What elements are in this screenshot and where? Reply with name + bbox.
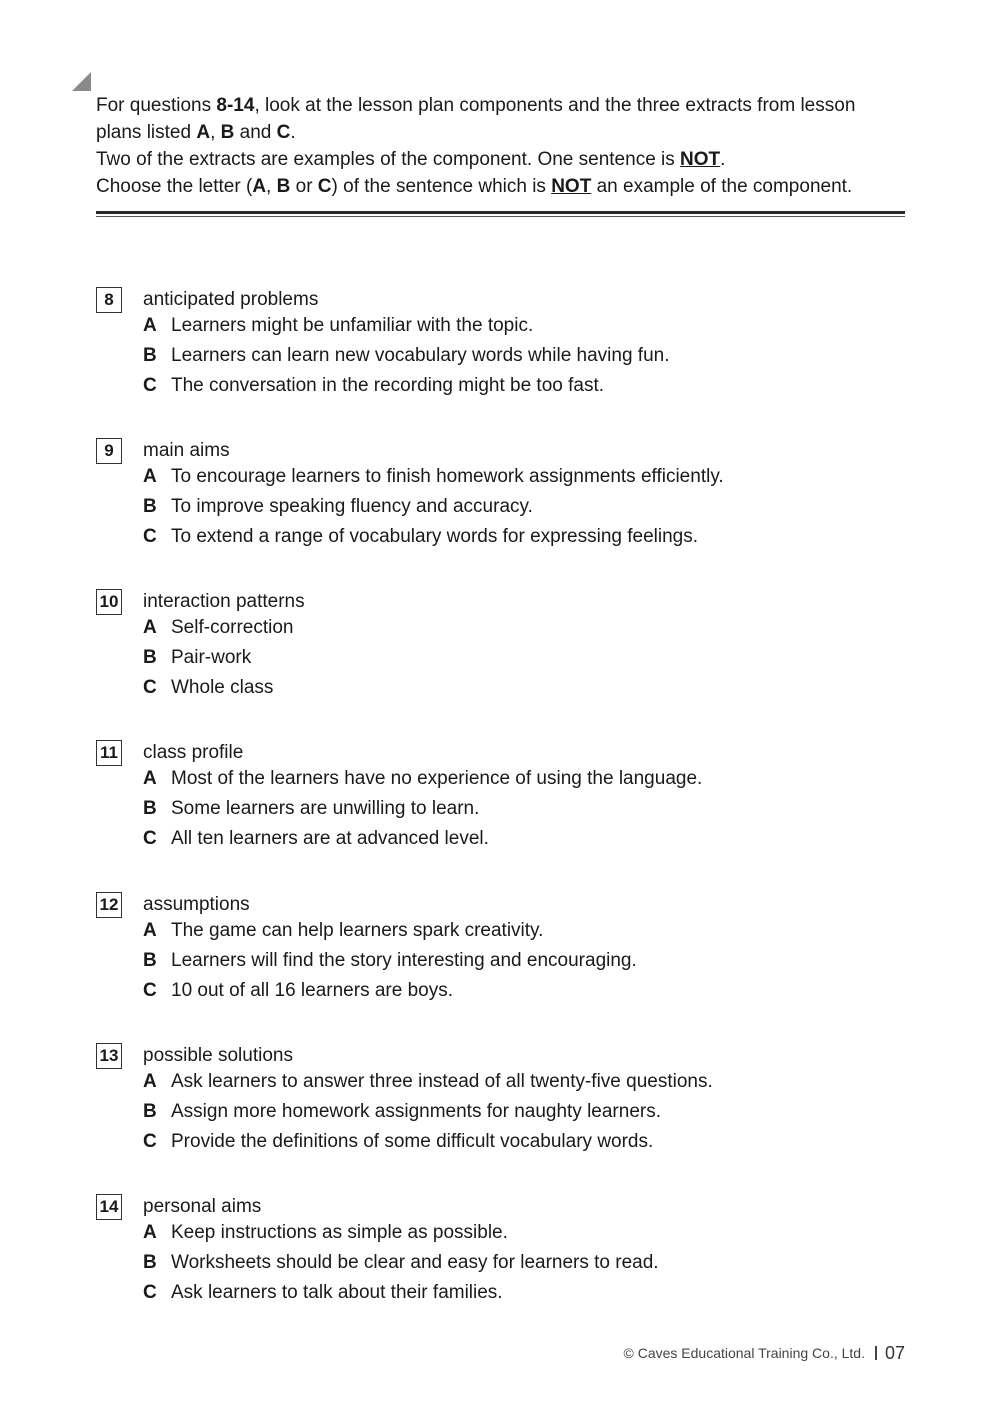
instruction-line-4: Choose the letter (A, B or C) of the sentence which is NOT an example of the component. bbox=[96, 176, 853, 197]
question-number: 12 bbox=[96, 892, 122, 918]
question-topic: main aims bbox=[143, 440, 230, 461]
question-number: 10 bbox=[96, 589, 122, 615]
option-b: B To improve speaking fluency and accuracy. bbox=[143, 496, 533, 517]
question-topic: interaction patterns bbox=[143, 591, 305, 612]
divider-thick bbox=[96, 211, 905, 214]
question-number: 14 bbox=[96, 1194, 122, 1220]
page-footer bbox=[624, 1343, 905, 1363]
option-b: B Learners will find the story interesting and encouraging. bbox=[143, 950, 637, 971]
question-topic: class profile bbox=[143, 742, 244, 763]
option-b: B Some learners are unwilling to learn. bbox=[143, 798, 480, 819]
option-a: A Most of the learners have no experience of using the language. bbox=[143, 768, 703, 789]
option-b: B Pair-work bbox=[143, 647, 252, 668]
option-a: A Self-correction bbox=[143, 617, 294, 638]
question-number: 8 bbox=[96, 287, 122, 313]
option-a: A Learners might be unfamiliar with the topic. bbox=[143, 315, 534, 336]
question-number: 9 bbox=[96, 438, 122, 464]
option-c: C All ten learners are at advanced level. bbox=[143, 828, 489, 849]
option-c: C Provide the definitions of some difficult vocabulary words. bbox=[143, 1131, 654, 1152]
option-b: B Learners can learn new vocabulary words while having fun. bbox=[143, 345, 670, 366]
instructions bbox=[96, 92, 926, 200]
option-c: C Whole class bbox=[143, 677, 274, 698]
question-number: 11 bbox=[96, 740, 122, 766]
page-number: 07 bbox=[884, 1343, 905, 1363]
instruction-line-2: plans listed A, B and C. bbox=[96, 122, 296, 143]
question-topic: assumptions bbox=[143, 894, 250, 915]
option-b: B Worksheets should be clear and easy for learners to read. bbox=[143, 1252, 659, 1273]
option-a: A Keep instructions as simple as possible. bbox=[143, 1222, 508, 1243]
option-c: C Ask learners to talk about their families. bbox=[143, 1282, 503, 1303]
copyright-text: © Caves Educational Training Co., Ltd. bbox=[623, 1345, 865, 1361]
divider-thin bbox=[96, 216, 905, 217]
footer-separator bbox=[875, 1346, 877, 1360]
option-a: A Ask learners to answer three instead of all twenty-five questions. bbox=[143, 1071, 713, 1092]
option-c: C 10 out of all 16 learners are boys. bbox=[143, 980, 454, 1001]
instruction-line-3: Two of the extracts are examples of the component. One sentence is NOT. bbox=[96, 149, 726, 170]
corner-marker bbox=[72, 72, 91, 91]
question-topic: personal aims bbox=[143, 1196, 262, 1217]
question-topic: anticipated problems bbox=[143, 289, 319, 310]
option-a: A To encourage learners to finish homework assignments efficiently. bbox=[143, 466, 724, 487]
option-a: A The game can help learners spark creativity. bbox=[143, 920, 544, 941]
instruction-line-1: For questions 8-14, look at the lesson plan components and the three extracts from lesson bbox=[96, 95, 856, 116]
option-c: C The conversation in the recording might be too fast. bbox=[143, 375, 605, 396]
question-number: 13 bbox=[96, 1043, 122, 1069]
option-b: B Assign more homework assignments for naughty learners. bbox=[143, 1101, 662, 1122]
option-c: C To extend a range of vocabulary words for expressing feelings. bbox=[143, 526, 699, 547]
question-topic: possible solutions bbox=[143, 1045, 293, 1066]
